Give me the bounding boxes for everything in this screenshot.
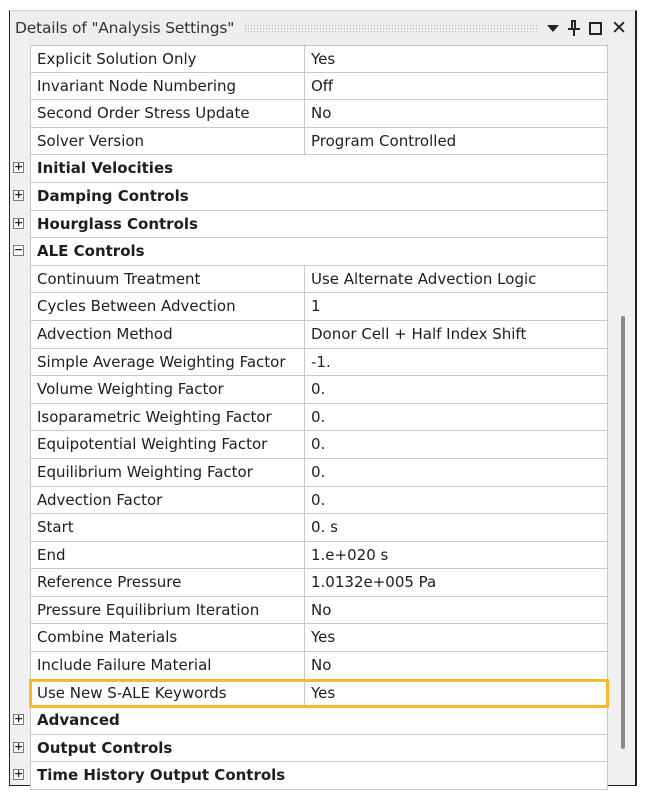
property-row[interactable] bbox=[30, 431, 608, 459]
property-name: Start bbox=[30, 514, 305, 541]
property-name: Combine Materials bbox=[30, 624, 305, 651]
expand-icon[interactable]: + bbox=[14, 160, 24, 174]
scrollbar-thumb[interactable] bbox=[621, 316, 625, 749]
group-row[interactable] bbox=[14, 183, 608, 211]
group-label: Time History Output Controls bbox=[30, 762, 608, 789]
property-row[interactable] bbox=[30, 514, 608, 542]
property-name: End bbox=[30, 542, 305, 569]
property-name: Isoparametric Weighting Factor bbox=[30, 404, 305, 431]
property-value[interactable]: Program Controlled bbox=[305, 128, 608, 155]
expand-icon[interactable]: + bbox=[14, 215, 24, 229]
property-name: Volume Weighting Factor bbox=[30, 376, 305, 403]
property-value[interactable]: 0. bbox=[305, 376, 608, 403]
property-name: Solver Version bbox=[30, 128, 305, 155]
property-value[interactable]: 0. bbox=[305, 487, 608, 514]
pin-icon[interactable] bbox=[568, 20, 580, 36]
expand-icon[interactable]: + bbox=[14, 712, 24, 726]
property-value[interactable]: No bbox=[305, 100, 608, 127]
property-row[interactable] bbox=[30, 404, 608, 432]
property-name: Invariant Node Numbering bbox=[30, 73, 305, 100]
group-row[interactable] bbox=[14, 238, 608, 266]
group-row[interactable] bbox=[14, 211, 608, 239]
property-name: Second Order Stress Update bbox=[30, 100, 305, 127]
property-name: Equipotential Weighting Factor bbox=[30, 431, 305, 458]
panel-titlebar[interactable] bbox=[10, 11, 635, 45]
property-row[interactable] bbox=[30, 542, 608, 570]
property-row[interactable] bbox=[30, 45, 608, 73]
property-value[interactable]: 1.0132e+005 Pa bbox=[305, 569, 608, 596]
property-name: Advection Factor bbox=[30, 487, 305, 514]
group-label: Output Controls bbox=[30, 735, 608, 762]
group-label: Hourglass Controls bbox=[30, 211, 608, 238]
property-name: Simple Average Weighting Factor bbox=[30, 349, 305, 376]
property-value[interactable]: Use Alternate Advection Logic bbox=[305, 266, 608, 293]
property-name: Explicit Solution Only bbox=[30, 46, 305, 72]
property-row[interactable] bbox=[30, 266, 608, 294]
property-value[interactable]: Off bbox=[305, 73, 608, 100]
property-value[interactable]: 0. bbox=[305, 431, 608, 458]
expand-icon[interactable]: + bbox=[14, 739, 24, 753]
property-name: Continuum Treatment bbox=[30, 266, 305, 293]
expand-icon[interactable]: + bbox=[14, 767, 24, 781]
property-value[interactable]: Yes bbox=[305, 46, 608, 72]
collapse-icon[interactable]: − bbox=[14, 243, 24, 257]
property-value[interactable]: Donor Cell + Half Index Shift bbox=[305, 321, 608, 348]
group-row[interactable] bbox=[14, 735, 608, 763]
group-row[interactable] bbox=[14, 762, 608, 790]
property-row[interactable] bbox=[30, 376, 608, 404]
property-name: Use New S-ALE Keywords bbox=[30, 680, 305, 707]
drag-grip[interactable] bbox=[244, 24, 537, 33]
property-name: Include Failure Material bbox=[30, 652, 305, 679]
property-row[interactable] bbox=[30, 321, 608, 349]
dropdown-arrow-icon[interactable] bbox=[547, 25, 559, 32]
group-label: Damping Controls bbox=[30, 183, 608, 210]
group-row[interactable] bbox=[14, 707, 608, 735]
property-row[interactable] bbox=[30, 100, 608, 128]
details-panel bbox=[9, 10, 637, 786]
property-row[interactable] bbox=[30, 624, 608, 652]
details-body bbox=[10, 45, 635, 785]
group-label: Advanced bbox=[30, 707, 608, 734]
property-row[interactable] bbox=[30, 680, 608, 708]
property-value[interactable]: No bbox=[305, 652, 608, 679]
property-row[interactable] bbox=[30, 652, 608, 680]
property-row[interactable] bbox=[30, 487, 608, 515]
property-name: Equilibrium Weighting Factor bbox=[30, 459, 305, 486]
property-value[interactable]: Yes bbox=[305, 680, 608, 707]
maximize-icon[interactable] bbox=[589, 22, 602, 35]
property-name: Reference Pressure bbox=[30, 569, 305, 596]
property-row[interactable] bbox=[30, 128, 608, 156]
property-name: Advection Method bbox=[30, 321, 305, 348]
property-value[interactable]: No bbox=[305, 597, 608, 624]
close-icon[interactable]: ✕ bbox=[611, 16, 627, 39]
group-label: ALE Controls bbox=[30, 238, 608, 265]
property-name: Cycles Between Advection bbox=[30, 293, 305, 320]
property-row[interactable] bbox=[30, 349, 608, 377]
property-value[interactable]: 0. bbox=[305, 404, 608, 431]
property-value[interactable]: Yes bbox=[305, 624, 608, 651]
panel-title: Details of "Analysis Settings" bbox=[15, 19, 235, 37]
property-value[interactable]: 0. s bbox=[305, 514, 608, 541]
property-row[interactable] bbox=[30, 597, 608, 625]
property-row[interactable] bbox=[30, 459, 608, 487]
property-value[interactable]: 1 bbox=[305, 293, 608, 320]
property-grid bbox=[14, 45, 608, 790]
group-label: Initial Velocities bbox=[30, 155, 608, 182]
property-row[interactable] bbox=[30, 293, 608, 321]
property-row[interactable] bbox=[30, 569, 608, 597]
property-value[interactable]: 0. bbox=[305, 459, 608, 486]
property-row[interactable] bbox=[30, 73, 608, 101]
property-name: Pressure Equilibrium Iteration bbox=[30, 597, 305, 624]
property-value[interactable]: -1. bbox=[305, 349, 608, 376]
scrollbar-track[interactable] bbox=[605, 45, 635, 785]
group-row[interactable] bbox=[14, 155, 608, 183]
expand-icon[interactable]: + bbox=[14, 187, 24, 201]
property-value[interactable]: 1.e+020 s bbox=[305, 542, 608, 569]
